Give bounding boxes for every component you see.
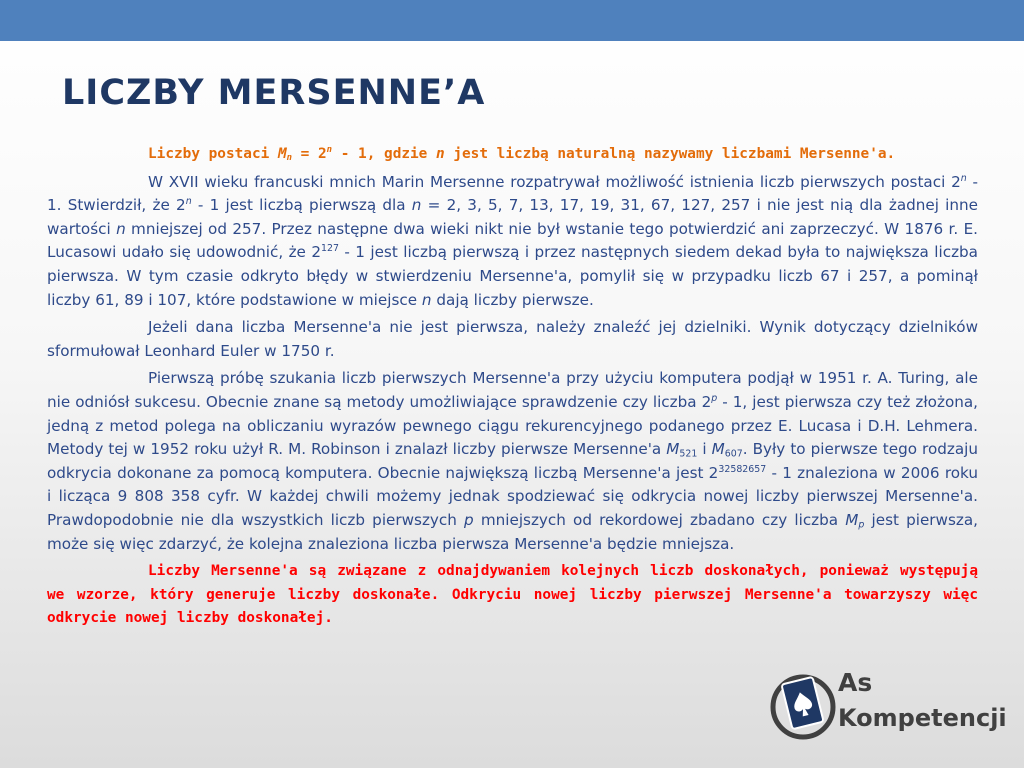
text-run: - 1, gdzie bbox=[332, 146, 437, 162]
math-subscript: n bbox=[286, 153, 293, 164]
math-subscript: 521 bbox=[679, 448, 698, 460]
math-var: p bbox=[464, 510, 474, 529]
text-run: - 1 znaleziona w 2006 roku i licząca 9 808 358 cyfr. W każdej chwili możemy jednak spodziewać się odkrycia nowej liczby pierwszej Mersenne'a. Prawdopodobnie nie dla wszystkich liczb pierwszych bbox=[47, 463, 978, 529]
math-var: M bbox=[711, 440, 725, 459]
text-run: mniejszych od rekordowej zbadano czy liczba bbox=[473, 510, 846, 529]
text-run: = 2, 3, 5, 7, 13, 17, 19, 31, 67, 127, 257 i nie jest nią dla żadnej inne wartości bbox=[47, 196, 978, 238]
text-run: jest pierwsza, może się więc zdarzyć, że kolejna znaleziona liczba pierwsza Mersenne'a będzie mniejsza. bbox=[47, 510, 978, 553]
perfect-numbers-paragraph: Liczby Mersenne'a są związane z odnajdywaniem kolejnych liczb doskonałych, ponieważ występują we wzorze, który generuje liczby doskonałe. Odkryciu nowej liczby pierwszej Mersenne'a towarzyszy więc odkrycie nowej liczby doskonałej. bbox=[47, 563, 978, 627]
history-paragraph bbox=[47, 171, 978, 313]
math-subscript: p bbox=[858, 519, 865, 531]
math-var: n bbox=[421, 290, 432, 309]
slide-body bbox=[47, 143, 978, 635]
text-run: Pierwszą próbę szukania liczb pierwszych Mersenne'a przy użyciu komputera podjął w 1951 r. A. Turing, ale nie odniósł sukcesu. Obecnie znane są metody umożliwiające sprawdzenie czy liczba 2 bbox=[47, 369, 978, 411]
math-exponent: n bbox=[326, 145, 333, 156]
math-var: M bbox=[845, 510, 859, 529]
text-run: - 1 jest liczbą pierwszą dla bbox=[191, 196, 412, 215]
euler-paragraph: Jeżeli dana liczba Mersenne'a nie jest pierwsza, należy znaleźć jej dzielniki. Wynik dotyczący dzielników sformułował Leonhard Euler w 1750 r. bbox=[47, 318, 978, 360]
logo-word-as: As bbox=[838, 668, 873, 697]
logo-word-kompetencji: Kompetencji bbox=[838, 704, 1007, 732]
top-accent-bar bbox=[0, 0, 1024, 41]
math-exponent: 127 bbox=[321, 243, 339, 255]
text-run: W XVII wieku francuski mnich Marin Mersenne rozpatrywał możliwość istnienia liczb pierwszych postaci 2 bbox=[148, 172, 961, 191]
text-run: = 2 bbox=[292, 146, 327, 162]
spade-card-icon bbox=[770, 670, 836, 744]
text-run: - 1. Stwierdził, że 2 bbox=[47, 172, 979, 215]
text-run: . Były to pierwsze tego rodzaju odkrycia dokonane za pomocą komputera. Obecnie największą liczbą Mersenne'a jest 2 bbox=[47, 440, 979, 482]
text-run: - 1, jest pierwsza czy też złożona, jedną z metod polega na obliczaniu wyrazów pewnego ciągu rekurencyjnego podanego przez E. Lucasa i D.H. Lehmera. Metody tej w 1952 roku użył R. M. Robinson i znalazł liczby pierwsze Mersenne'a bbox=[47, 392, 978, 459]
text-run: mniejszej od 257. Przez następne dwa wieki nikt nie był wstanie tego potwierdzić ani zaprzeczyć. W 1876 r. E. Lucasowi udało się udowodnić, że 2 bbox=[47, 219, 978, 262]
definition-paragraph bbox=[47, 143, 978, 167]
math-var: n bbox=[436, 146, 445, 162]
math-var: n bbox=[116, 219, 126, 238]
slide-title: LICZBY MERSENNE’A bbox=[62, 73, 486, 113]
math-exponent: 32582657 bbox=[718, 463, 767, 475]
math-exponent: n bbox=[960, 172, 967, 184]
as-kompetencji-logo bbox=[770, 666, 1007, 746]
text-run: jest liczbą naturalną nazywamy liczbami Mersenne'a. bbox=[444, 146, 896, 162]
math-exponent: p bbox=[711, 392, 718, 404]
text-run: i bbox=[697, 440, 712, 459]
math-exponent: n bbox=[185, 196, 192, 208]
text-run: - 1 jest liczbą pierwszą i przez następnych siedem dekad była to największa liczba pierwsza. W tym czasie odkryto błędy w stwierdzeniu Mersenne'a, pomylił się w przypadku liczb 67 i 257, a pominął liczby 61, 89 i 107, które podstawione w miejsce bbox=[47, 243, 978, 309]
math-var: M bbox=[277, 146, 287, 162]
computer-search-paragraph bbox=[47, 367, 978, 556]
text-run: Liczby postaci bbox=[148, 146, 278, 162]
math-subscript: 607 bbox=[724, 448, 743, 460]
math-var: n bbox=[411, 196, 422, 215]
text-run: dają liczby pierwsze. bbox=[431, 290, 594, 309]
math-var: M bbox=[666, 440, 680, 459]
